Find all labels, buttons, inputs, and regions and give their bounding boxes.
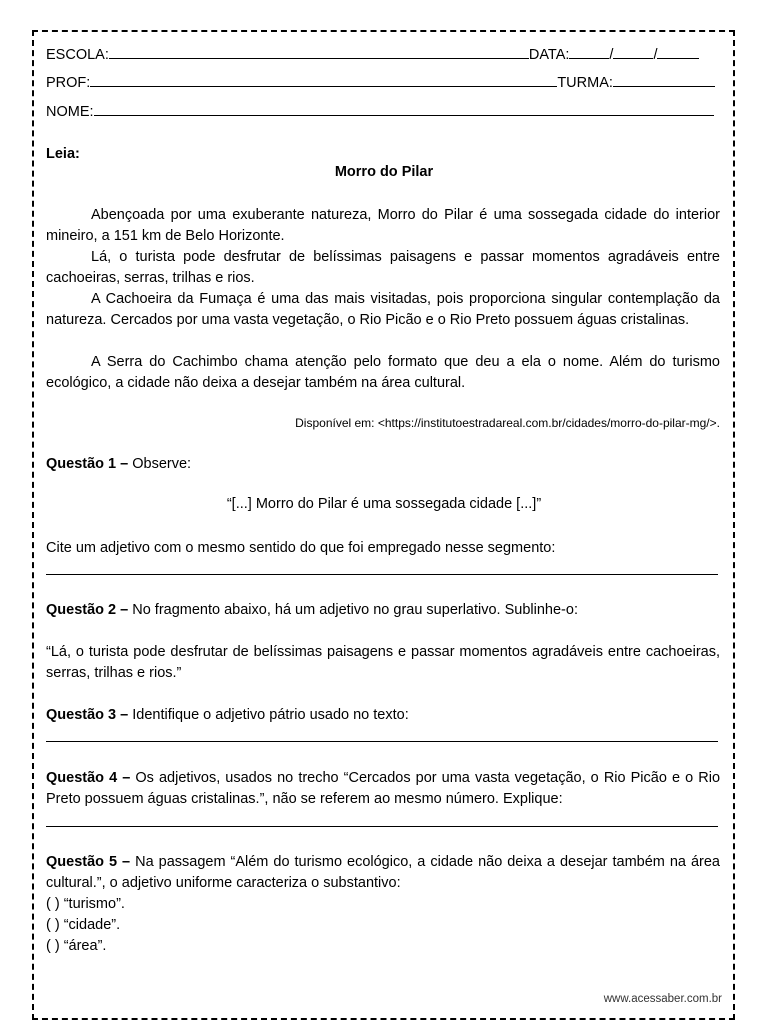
question-1-quote: “[...] Morro do Pilar é uma sossegada cidade [...]” [226, 496, 542, 512]
reading-paragraph: Abençoada por uma exuberante natureza, Morro do Pilar é uma sossegada cidade do interior mineiro, a 151 km de Belo Horizonte. [46, 207, 720, 244]
escola-label: ESCOLA: [46, 47, 109, 63]
header-escola-row [46, 44, 699, 64]
nome-field[interactable] [94, 101, 714, 116]
question-3: Questão 3 – Identifique o adjetivo pátrio usado no texto: [46, 707, 409, 723]
reading-prompt: Leia: [46, 146, 80, 162]
data-year-field[interactable] [657, 44, 699, 59]
question-1: Questão 1 – Observe: [46, 456, 192, 472]
data-day-field[interactable] [569, 44, 609, 59]
question-2: Questão 2 – No fragmento abaixo, há um adjetivo no grau superlativo. Sublinhe-o: [46, 602, 578, 618]
prof-label: PROF: [46, 75, 91, 91]
question-2-quote: “Lá, o turista pode desfrutar de belíssimas paisagens e passar momentos agradáveis entre cachoeiras, serras, trilhas e rios.” [46, 644, 720, 681]
escola-field[interactable] [109, 44, 529, 59]
answer-line-3[interactable] [46, 741, 718, 742]
data-month-field[interactable] [613, 44, 653, 59]
option-area[interactable]: ( ) “área”. [46, 938, 107, 954]
nome-label: NOME: [46, 104, 94, 120]
option-turismo[interactable]: ( ) “turismo”. [46, 896, 125, 912]
data-label: DATA: [528, 47, 570, 63]
question-1-prompt: Cite um adjetivo com o mesmo sentido do que foi empregado nesse segmento: [46, 540, 556, 556]
turma-field[interactable] [613, 72, 715, 87]
reading-source: Disponível em: <https://institutoestradareal.com.br/cidades/morro-do-pilar-mg/>. [295, 416, 720, 430]
question-4: Questão 4 – Os adjetivos, usados no trecho “Cercados por uma vasta vegetação, o Rio Picão e o Rio Preto possuem águas cristalinas.”, não se referem ao mesmo número. Explique: [46, 770, 721, 807]
date-slash: / [609, 47, 614, 63]
turma-label: TURMA: [557, 75, 613, 91]
reading-paragraph: A Cachoeira da Fumaça é uma das mais visitadas, pois proporciona singular contemplação da natureza. Cercados por uma vasta vegetação, o Rio Picão e o Rio Preto possuem águas cristalinas. [46, 291, 720, 328]
reading-paragraph: Lá, o turista pode desfrutar de belíssimas paisagens e passar momentos agradáveis entre cachoeiras, serras, trilhas e rios. [46, 249, 720, 286]
header-nome-row [46, 101, 714, 121]
prof-field[interactable] [90, 72, 557, 87]
answer-line-1[interactable] [46, 574, 718, 575]
footer-site: www.acessaber.com.br [603, 993, 722, 1005]
header-prof-row [46, 72, 715, 92]
option-cidade[interactable]: ( ) “cidade”. [46, 917, 121, 933]
date-slash: / [653, 47, 658, 63]
reading-paragraph: A Serra do Cachimbo chama atenção pelo formato que deu a ela o nome. Além do turismo ecológico, a cidade não deixa a desejar também na área cultural. [46, 354, 720, 391]
answer-line-4[interactable] [46, 826, 718, 827]
question-5: Questão 5 – Na passagem “Além do turismo ecológico, a cidade não deixa a desejar também na área cultural.”, o adjetivo uniforme caracteriza o substantivo: [46, 854, 721, 891]
reading-title: Morro do Pilar [334, 164, 434, 180]
